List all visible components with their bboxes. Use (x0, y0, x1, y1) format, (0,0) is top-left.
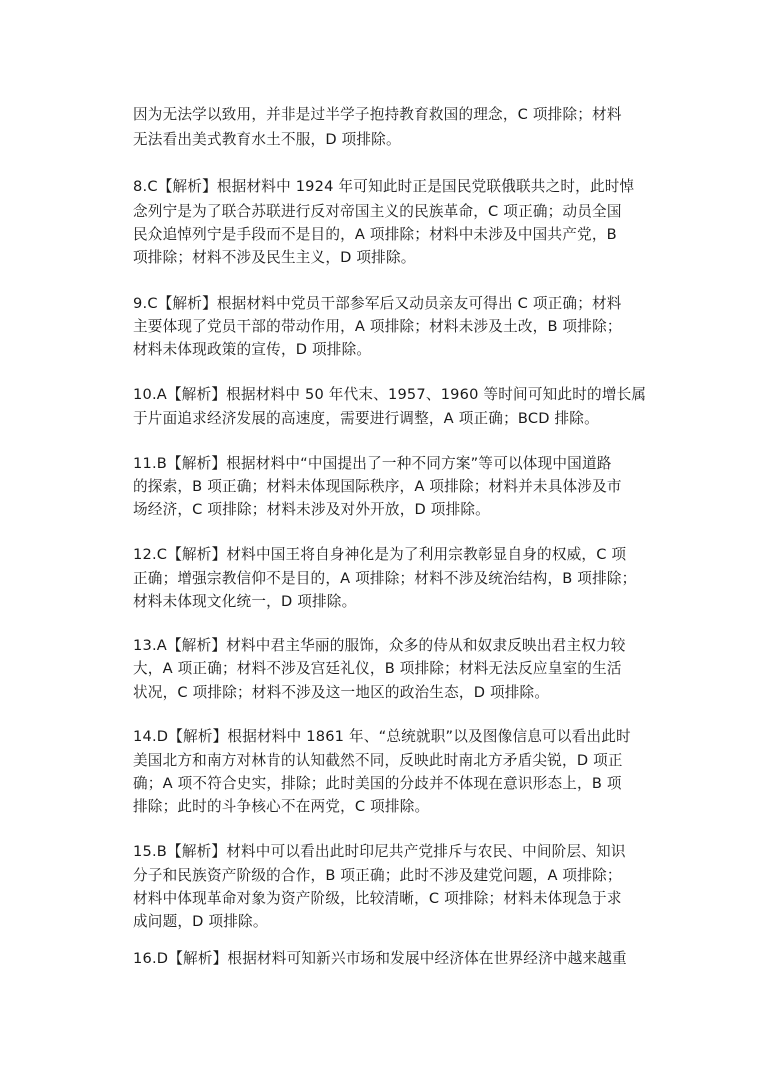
text-line: 9.C【解析】根据材料中党员干部参军后又动员亲友可得出 C 项正确；材料 (133, 295, 622, 312)
text-line: 16.D【解析】根据材料可知新兴市场和发展中经济体在世界经济中越来越重 (133, 950, 627, 967)
text-line: 因为无法学以致用，并非是过半学子抱持教育救国的理念，C 项排除；材料 (133, 106, 622, 123)
text-line: 民众追悼列宁是手段而不是目的，A 项排除；材料中未涉及中国共产党，B (133, 226, 617, 243)
text-line: 10.A【解析】根据材料中 50 年代末、1957、1960 等时间可知此时的增长属 (133, 386, 647, 403)
text-line: 于片面追求经济发展的高速度，需要进行调整，A 项正确；BCD 排除。 (133, 410, 599, 427)
text-line: 主要体现了党员干部的带动作用，A 项排除；材料未涉及土改，B 项排除； (133, 318, 622, 335)
text-line: 成问题，D 项排除。 (133, 913, 268, 930)
text-line: 美国北方和南方对林肯的认知截然不同，反映此时南北方矛盾尖锐，D 项正 (133, 752, 623, 769)
text-line: 状况，C 项排除；材料不涉及这一地区的政治生态，D 项排除。 (133, 684, 550, 701)
text-line: 8.C【解析】根据材料中 1924 年可知此时正是国民党联俄联共之时，此时悼 (133, 178, 635, 195)
text-line: 大，A 项正确；材料不涉及宫廷礼仪，B 项排除；材料无法反应皇室的生活 (133, 660, 622, 677)
text-line: 项排除；材料不涉及民生主义，D 项排除。 (133, 249, 416, 266)
text-line: 材料中体现革命对象为资产阶级，比较清晰，C 项排除；材料未体现急于求 (133, 890, 622, 907)
text-line: 场经济，C 项排除；材料未涉及对外开放，D 项排除。 (133, 501, 490, 518)
text-line: 12.C【解析】材料中国王将自身神化是为了利用宗教彰显自身的权威，C 项 (133, 546, 627, 563)
text-line: 材料未体现文化统一，D 项排除。 (133, 593, 357, 610)
text-line: 11.B【解析】根据材料中“中国提出了一种不同方案”等可以体现中国道路 (133, 455, 612, 472)
text-line: 分子和民族资产阶级的合作，B 项正确；此时不涉及建党问题，A 项排除； (133, 867, 622, 884)
text-line: 排除；此时的斗争核心不在两党，C 项排除。 (133, 798, 430, 815)
text-line: 14.D【解析】根据材料中 1861 年、“总统就职”以及图像信息可以看出此时 (133, 728, 631, 745)
text-line: 正确；增强宗教信仰不是目的，A 项排除；材料不涉及统治结构，B 项排除； (133, 570, 637, 587)
text-line: 材料未体现政策的宣传，D 项排除。 (133, 341, 372, 358)
text-line: 的探索，B 项正确；材料未体现国际秩序，A 项排除；材料并未具体涉及市 (133, 478, 622, 495)
text-line: 无法看出美式教育水土不服，D 项排除。 (133, 131, 401, 148)
text-line: 15.B【解析】材料中可以看出此时印尼共产党排斥与农民、中间阶层、知识 (133, 843, 626, 860)
text-line: 13.A【解析】材料中君主华丽的服饰，众多的侍从和奴隶反映出君主权力较 (133, 637, 626, 654)
text-line: 确；A 项不符合史实，排除；此时美国的分歧并不体现在意识形态上，B 项 (133, 775, 622, 792)
text-line: 念列宁是为了联合苏联进行反对帝国主义的民族革命，C 项正确；动员全国 (133, 203, 622, 220)
